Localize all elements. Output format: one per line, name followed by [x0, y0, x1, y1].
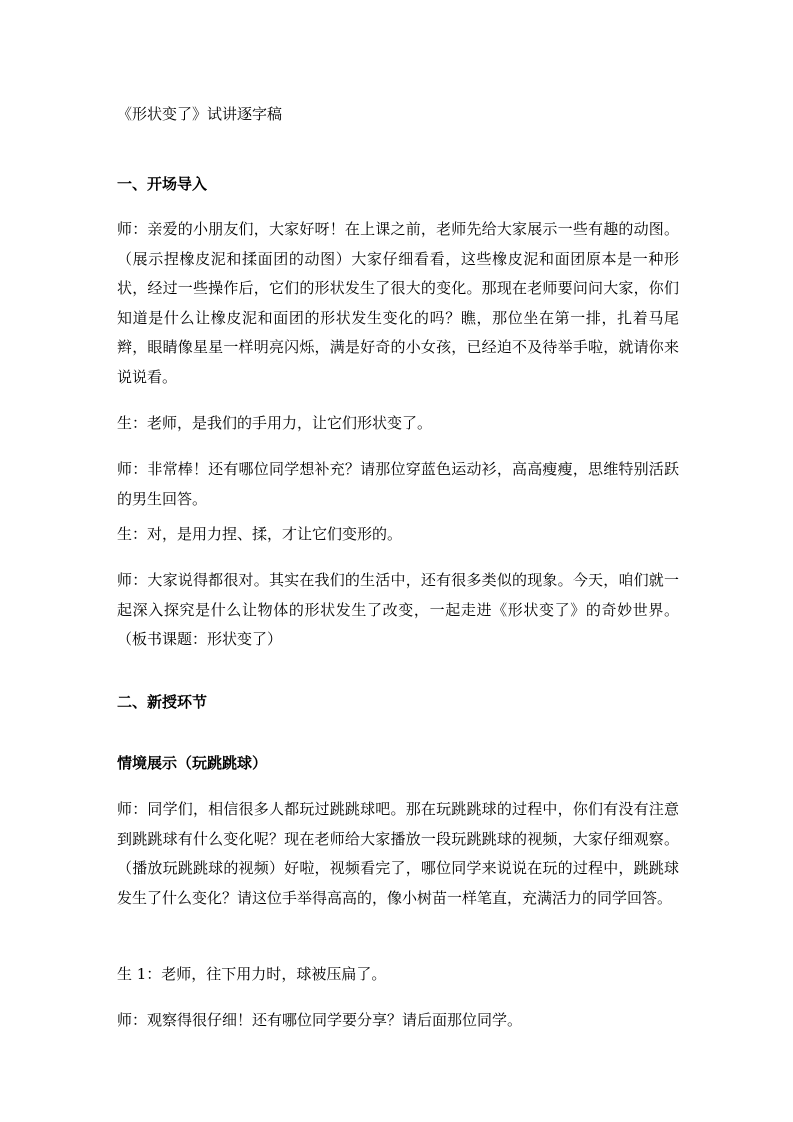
section-heading-opening: 一、开场导入	[117, 175, 208, 193]
paragraph: 师：大家说得都很对。其实在我们的生活中，还有很多类似的现象。今天，咱们就一起深入探究是什么让物体的形状发生了改变，一起走进《形状变了》的奇妙世界。（板书课题：形状变了）	[117, 571, 679, 648]
document-title: 《形状变了》试讲逐字稿	[117, 105, 283, 123]
section-heading-new-lesson: 二、新授环节	[117, 693, 208, 711]
paragraph: 师：亲爱的小朋友们，大家好呀！在上课之前，老师先给大家展示一些有趣的动图。（展示捏橡皮泥和揉面团的动图）大家仔细看看，这些橡皮泥和面团原本是一种形状，经过一些操作后，它们的形状发生了很大的变化。那现在老师要问问大家，你们知道是什么让橡皮泥和面团的形状发生变化的吗？瞧，那位坐在第一排，扎着马尾辫，眼睛像星星一样明亮闪烁，满是好奇的小女孩，已经迫不及待举手啦，就请你来说说看。	[117, 220, 679, 386]
paragraph: 生：老师，是我们的手用力，让它们形状变了。	[117, 414, 433, 432]
subsection-heading: 情境展示（玩跳跳球）	[117, 754, 268, 772]
paragraph: 师：非常棒！还有哪位同学想补充？请那位穿蓝色运动衫，高高瘦瘦，思维特别活跃的男生回答。	[117, 460, 679, 508]
paragraph: 生：对，是用力捏、揉，才让它们变形的。	[117, 525, 403, 543]
paragraph: 师：观察得很仔细！还有哪位同学要分享？请后面那位同学。	[117, 1011, 523, 1029]
paragraph: 师：同学们，相信很多人都玩过跳跳球吧。那在玩跳跳球的过程中，你们有没有注意到跳跳球有什么变化呢？现在老师给大家播放一段玩跳跳球的视频，大家仔细观察。（播放玩跳跳球的视频）好啦，视频看完了，哪位同学来说说在玩的过程中，跳跳球发生了什么变化？请这位手举得高高的，像小树苗一样笔直，充满活力的同学回答。	[117, 800, 679, 907]
paragraph: 生 1：老师，往下用力时，球被压扁了。	[117, 965, 387, 983]
